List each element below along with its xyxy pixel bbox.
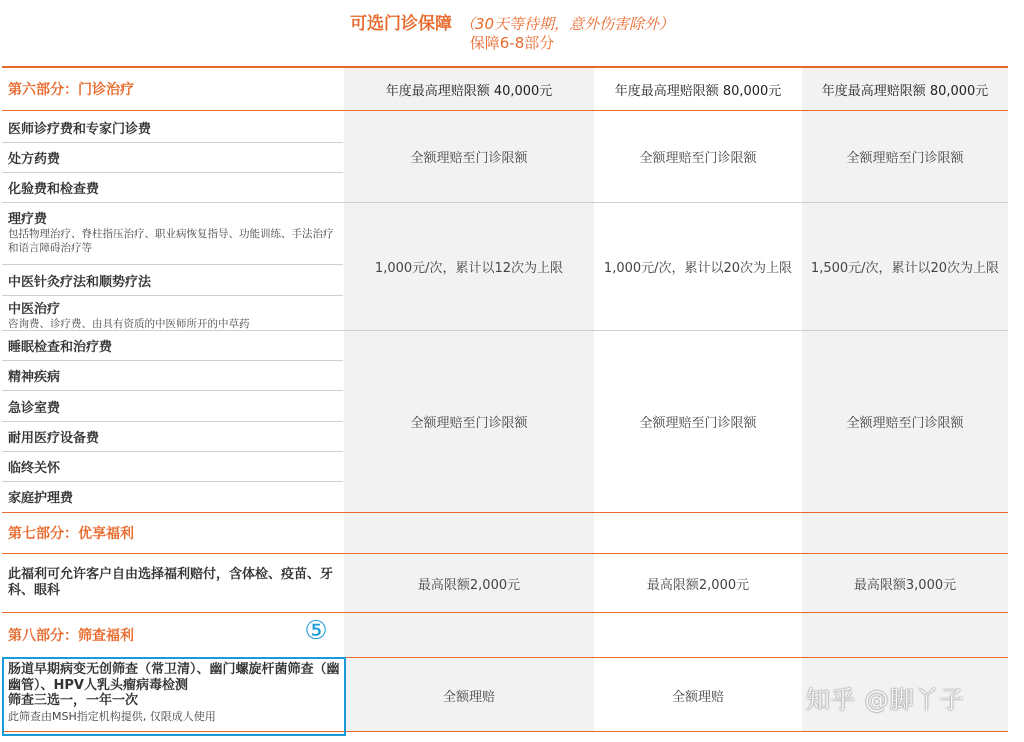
screening-label: 肠道早期病变无创筛查（常卫清）、幽门螺旋杆菌筛查（幽幽管）、HPV人乳头瘤病毒检测 — [8, 662, 340, 693]
section7-title-text: 第七部分：优享福利 — [8, 526, 134, 542]
plan3-benefit-value: 最高限额3,000元 — [853, 577, 957, 593]
plan1-limit-header: 年度最高理赔限额 40,000元 — [385, 83, 553, 99]
row-sleep: 睡眠检查和治疗费 — [8, 340, 113, 355]
row-divider — [2, 295, 343, 296]
row-home-nursing: 家庭护理费 — [8, 491, 74, 506]
plan2-group1-value: 全额理赔至门诊限额 — [639, 151, 757, 166]
row-equipment: 耐用医疗设备费 — [8, 431, 100, 446]
row-physiotherapy — [8, 208, 338, 255]
page-title: 可选门诊保障 — [349, 14, 452, 34]
zhihu-watermark: 知乎 @脚丫子 — [806, 686, 965, 714]
tcm-note: 咨询费、诊疗费、由具有资质的中医师所开的中草药 — [8, 318, 250, 330]
row-prescription: 处方药费 — [8, 152, 61, 167]
plan2-limit-header: 年度最高理赔限额 80,000元 — [614, 83, 782, 99]
waiting-period-note: （30天等待期，意外伤害除外） — [459, 15, 675, 33]
section8-title — [0, 614, 300, 656]
plan3-group3-value: 全额理赔至门诊限额 — [846, 415, 964, 431]
row-emergency: 急诊室费 — [8, 400, 61, 416]
screening-highlight-box — [2, 657, 346, 736]
plan1-group2-value: 1,000元/次，累计以12次为上限 — [374, 260, 564, 276]
tcm-label: 中医治疗 — [8, 302, 61, 317]
plan3-limit-header: 年度最高理赔限额 80,000元 — [821, 83, 989, 99]
title-line — [0, 9, 1024, 34]
plan2-group3-value: 全额理赔至门诊限额 — [639, 415, 757, 431]
section6-title — [0, 68, 344, 110]
section7-header-divider — [2, 553, 1008, 554]
row-tcm — [8, 298, 338, 331]
row-doctor-fees: 医师诊疗费和专家门诊费 — [8, 121, 152, 137]
section7-title — [0, 513, 344, 553]
page-header — [0, 0, 1024, 62]
section8-divider — [2, 612, 1008, 613]
plan2-group2-value: 1,000元/次，累计以20次为上限 — [603, 260, 793, 276]
plan2-benefit-value: 最高限额2,000元 — [646, 577, 750, 593]
screening-frequency: 筛查三选一，一年一次 — [8, 693, 139, 709]
plan1-benefit-value: 最高限额2,000元 — [417, 577, 521, 593]
marker-number-5: ⑤ — [304, 616, 328, 646]
section6-title-text: 第六部分：门诊治疗 — [8, 82, 134, 98]
plan1-group3-value: 全额理赔至门诊限额 — [410, 415, 528, 431]
plan3-group1-value: 全额理赔至门诊限额 — [846, 151, 964, 166]
page-subtitle: 保障6-8部分 — [469, 34, 555, 52]
physiotherapy-note: 包括物理治疗、脊柱指压治疗、职业病恢复指导、功能训练、手法治疗和语言障碍治疗等 — [8, 228, 334, 255]
row-acupuncture: 中医针灸疗法和顺势疗法 — [8, 274, 152, 290]
row-mental: 精神疾病 — [8, 370, 61, 385]
row-lab-tests: 化验费和检查费 — [8, 181, 100, 197]
section8-title-text: 第八部分：筛查福利 — [8, 628, 134, 644]
plan1-group1-value: 全额理赔至门诊限额 — [410, 151, 528, 166]
row-premium-benefit: 此福利可允许客户自由选择福利赔付，含体检、疫苗、牙科、眼科 — [8, 566, 334, 598]
screening-note: 此筛查由MSH指定机构提供, 仅限成人使用 — [8, 710, 216, 724]
row-hospice: 临终关怀 — [8, 461, 61, 476]
plan2-screening-value: 全额理赔 — [671, 689, 724, 705]
plan3-group2-value: 1,500元/次，累计以20次为上限 — [810, 260, 1000, 276]
plan1-screening-value: 全额理赔 — [442, 689, 495, 705]
section6-header-divider — [2, 110, 1008, 111]
physiotherapy-label: 理疗费 — [8, 212, 48, 227]
